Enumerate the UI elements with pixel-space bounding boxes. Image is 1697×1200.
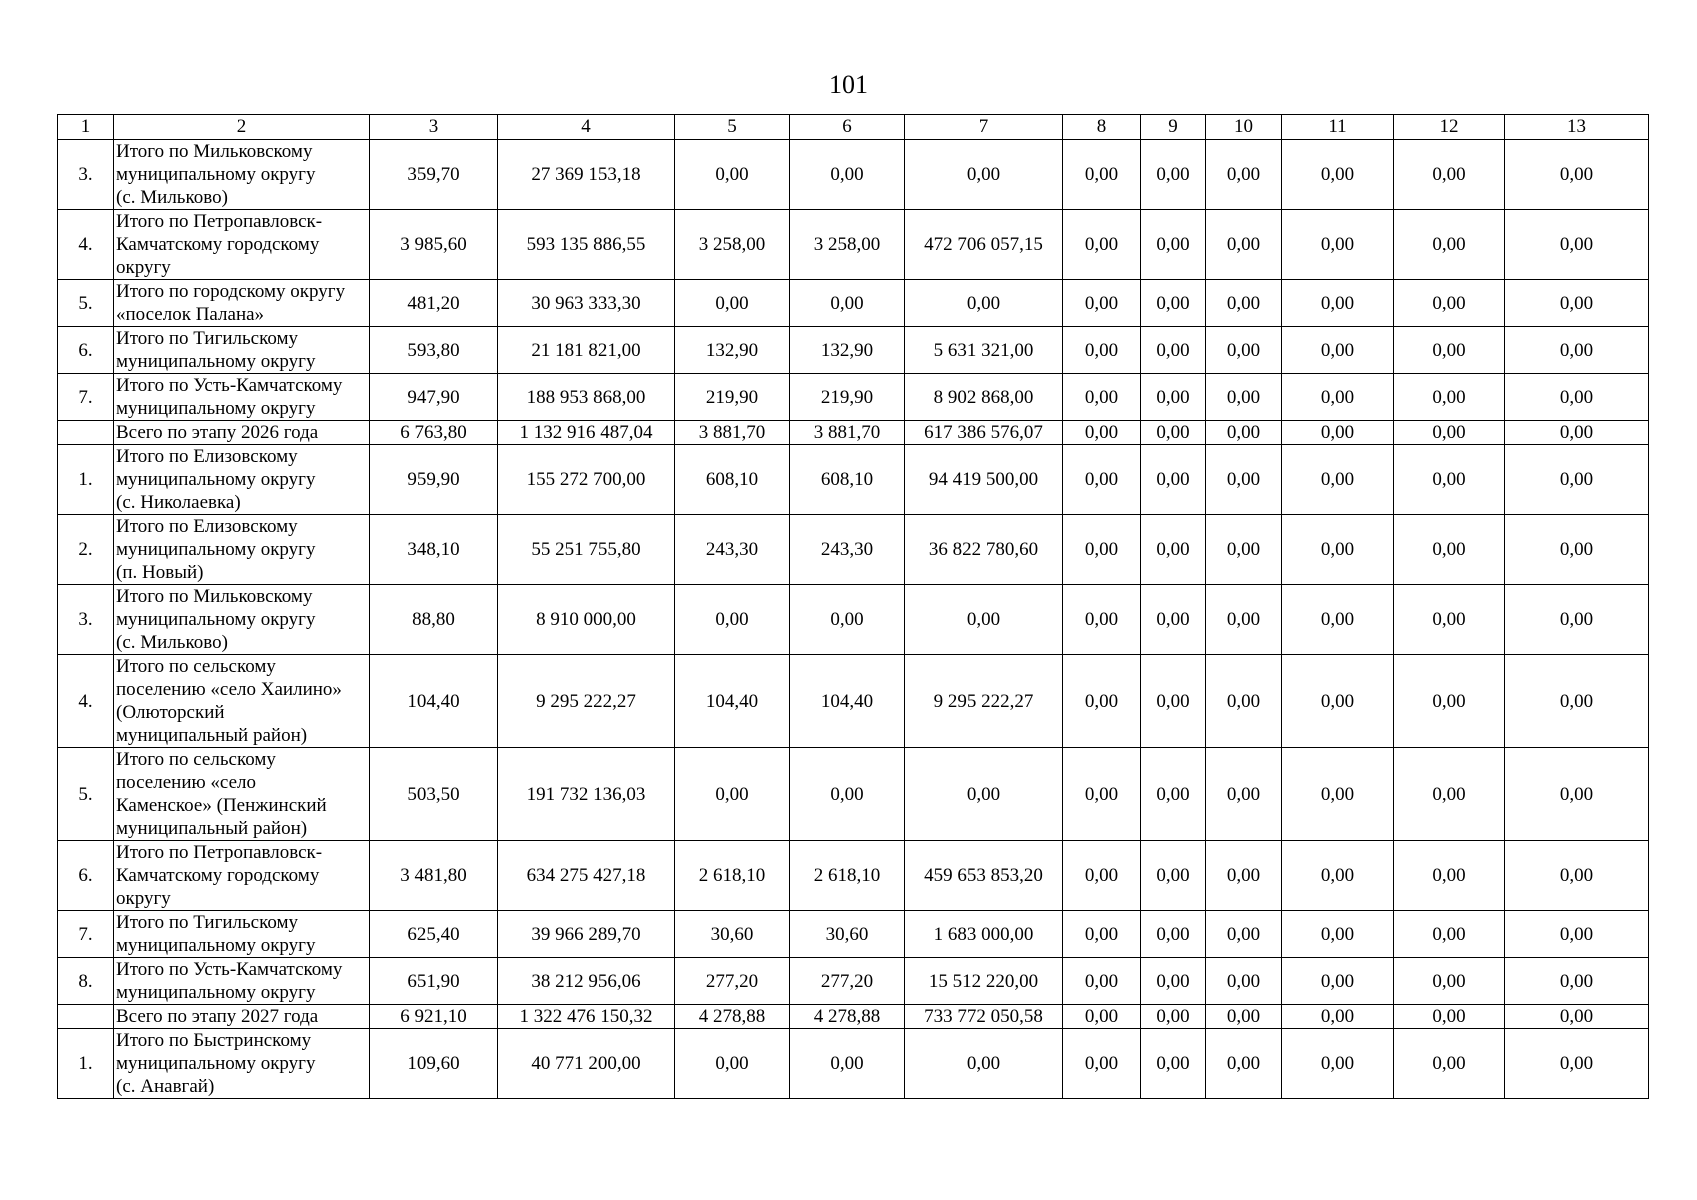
cell-col-6: 243,30 [790, 515, 905, 585]
cell-col-4: 55 251 755,80 [498, 515, 675, 585]
cell-col-3: 625,40 [370, 911, 498, 958]
cell-col-9: 0,00 [1141, 1005, 1206, 1029]
table-row [58, 911, 1649, 958]
cell-col-7: 0,00 [905, 1029, 1063, 1099]
cell-col-8: 0,00 [1063, 515, 1141, 585]
row-name-line: Камчатскому городскому [116, 865, 320, 886]
row-name [114, 210, 370, 280]
table-row [58, 958, 1649, 1005]
row-name-line: Итого по Петропавловск- [116, 211, 323, 232]
cell-col-10: 0,00 [1206, 585, 1282, 655]
cell-col-10: 0,00 [1206, 327, 1282, 374]
cell-col-11: 0,00 [1282, 585, 1394, 655]
row-name-line: муниципальный район) [116, 818, 308, 839]
cell-col-13: 0,00 [1505, 515, 1649, 585]
cell-col-8: 0,00 [1063, 958, 1141, 1005]
row-name-line: Всего по этапу 2027 года [116, 1006, 319, 1027]
cell-col-12: 0,00 [1394, 374, 1505, 421]
cell-col-9: 0,00 [1141, 374, 1206, 421]
column-header: 5 [675, 115, 790, 140]
cell-col-3: 481,20 [370, 280, 498, 327]
cell-col-6: 3 258,00 [790, 210, 905, 280]
table-row [58, 374, 1649, 421]
cell-col-13: 0,00 [1505, 1005, 1649, 1029]
cell-col-11: 0,00 [1282, 1029, 1394, 1099]
cell-col-13: 0,00 [1505, 327, 1649, 374]
column-header: 4 [498, 115, 675, 140]
cell-col-5: 243,30 [675, 515, 790, 585]
cell-col-13: 0,00 [1505, 748, 1649, 841]
table-header-row [58, 115, 1649, 140]
cell-col-8: 0,00 [1063, 841, 1141, 911]
row-name-line: (Олюторский [116, 702, 225, 723]
cell-col-4: 155 272 700,00 [498, 445, 675, 515]
cell-col-5: 0,00 [675, 280, 790, 327]
row-name [114, 655, 370, 748]
cell-col-4: 27 369 153,18 [498, 140, 675, 210]
cell-col-8: 0,00 [1063, 421, 1141, 445]
table-row [58, 445, 1649, 515]
row-number: 3. [58, 585, 114, 655]
cell-col-13: 0,00 [1505, 374, 1649, 421]
cell-col-8: 0,00 [1063, 655, 1141, 748]
cell-col-9: 0,00 [1141, 911, 1206, 958]
cell-col-10: 0,00 [1206, 841, 1282, 911]
cell-col-11: 0,00 [1282, 140, 1394, 210]
row-name-line: (с. Николаевка) [116, 492, 241, 513]
column-header: 2 [114, 115, 370, 140]
table-row [58, 1005, 1649, 1029]
row-name [114, 445, 370, 515]
table-row [58, 421, 1649, 445]
row-number: 7. [58, 911, 114, 958]
cell-col-5: 104,40 [675, 655, 790, 748]
cell-col-12: 0,00 [1394, 445, 1505, 515]
cell-col-6: 104,40 [790, 655, 905, 748]
cell-col-9: 0,00 [1141, 445, 1206, 515]
row-number: 1. [58, 445, 114, 515]
cell-col-5: 3 258,00 [675, 210, 790, 280]
row-name [114, 421, 370, 445]
cell-col-12: 0,00 [1394, 655, 1505, 748]
column-header: 12 [1394, 115, 1505, 140]
cell-col-7: 733 772 050,58 [905, 1005, 1063, 1029]
cell-col-3: 6 763,80 [370, 421, 498, 445]
cell-col-10: 0,00 [1206, 911, 1282, 958]
cell-col-8: 0,00 [1063, 585, 1141, 655]
row-name-line: Итого по сельскому [116, 656, 276, 677]
cell-col-9: 0,00 [1141, 515, 1206, 585]
row-name-line: Итого по Тигильскому [116, 328, 299, 349]
cell-col-12: 0,00 [1394, 1029, 1505, 1099]
cell-col-10: 0,00 [1206, 140, 1282, 210]
cell-col-7: 617 386 576,07 [905, 421, 1063, 445]
cell-col-4: 1 132 916 487,04 [498, 421, 675, 445]
row-number [58, 1005, 114, 1029]
cell-col-8: 0,00 [1063, 911, 1141, 958]
row-name-line: муниципальному округу [116, 164, 316, 185]
cell-col-5: 0,00 [675, 748, 790, 841]
cell-col-11: 0,00 [1282, 280, 1394, 327]
column-header: 6 [790, 115, 905, 140]
cell-col-11: 0,00 [1282, 327, 1394, 374]
cell-col-7: 36 822 780,60 [905, 515, 1063, 585]
cell-col-6: 277,20 [790, 958, 905, 1005]
row-name-line: (с. Мильково) [116, 187, 228, 208]
row-name-line: Итого по Петропавловск- [116, 842, 323, 863]
cell-col-10: 0,00 [1206, 445, 1282, 515]
cell-col-7: 0,00 [905, 280, 1063, 327]
cell-col-9: 0,00 [1141, 958, 1206, 1005]
cell-col-9: 0,00 [1141, 585, 1206, 655]
cell-col-13: 0,00 [1505, 958, 1649, 1005]
cell-col-11: 0,00 [1282, 445, 1394, 515]
cell-col-8: 0,00 [1063, 280, 1141, 327]
row-name-line: Итого по Тигильскому [116, 912, 299, 933]
cell-col-10: 0,00 [1206, 655, 1282, 748]
cell-col-7: 8 902 868,00 [905, 374, 1063, 421]
cell-col-13: 0,00 [1505, 655, 1649, 748]
cell-col-4: 9 295 222,27 [498, 655, 675, 748]
row-name-line: муниципальному округу [116, 609, 316, 630]
cell-col-11: 0,00 [1282, 515, 1394, 585]
row-name [114, 1029, 370, 1099]
cell-col-11: 0,00 [1282, 911, 1394, 958]
row-name-line: (с. Анавгай) [116, 1076, 215, 1097]
column-header: 13 [1505, 115, 1649, 140]
row-name-line: Итого по сельскому [116, 749, 276, 770]
cell-col-4: 30 963 333,30 [498, 280, 675, 327]
cell-col-9: 0,00 [1141, 327, 1206, 374]
row-name-line: Всего по этапу 2026 года [116, 422, 319, 443]
cell-col-6: 608,10 [790, 445, 905, 515]
cell-col-13: 0,00 [1505, 911, 1649, 958]
cell-col-7: 0,00 [905, 140, 1063, 210]
cell-col-10: 0,00 [1206, 280, 1282, 327]
cell-col-5: 277,20 [675, 958, 790, 1005]
cell-col-6: 30,60 [790, 911, 905, 958]
cell-col-10: 0,00 [1206, 515, 1282, 585]
cell-col-9: 0,00 [1141, 655, 1206, 748]
row-name-line: муниципальному округу [116, 935, 316, 956]
cell-col-11: 0,00 [1282, 655, 1394, 748]
cell-col-8: 0,00 [1063, 374, 1141, 421]
cell-col-12: 0,00 [1394, 911, 1505, 958]
cell-col-12: 0,00 [1394, 327, 1505, 374]
cell-col-3: 348,10 [370, 515, 498, 585]
cell-col-12: 0,00 [1394, 515, 1505, 585]
column-header: 8 [1063, 115, 1141, 140]
cell-col-5: 3 881,70 [675, 421, 790, 445]
cell-col-6: 2 618,10 [790, 841, 905, 911]
row-name-line: муниципальному округу [116, 982, 316, 1003]
cell-col-9: 0,00 [1141, 140, 1206, 210]
cell-col-3: 104,40 [370, 655, 498, 748]
row-number: 5. [58, 748, 114, 841]
row-name-line: Итого по Быстринскому [116, 1030, 312, 1051]
row-name-line: (п. Новый) [116, 562, 204, 583]
row-number: 6. [58, 841, 114, 911]
row-name [114, 841, 370, 911]
table-row [58, 280, 1649, 327]
cell-col-11: 0,00 [1282, 841, 1394, 911]
column-header: 3 [370, 115, 498, 140]
cell-col-12: 0,00 [1394, 140, 1505, 210]
row-number: 8. [58, 958, 114, 1005]
cell-col-10: 0,00 [1206, 374, 1282, 421]
column-header: 1 [58, 115, 114, 140]
row-name-line: муниципальному округу [116, 469, 316, 490]
cell-col-8: 0,00 [1063, 445, 1141, 515]
row-number: 4. [58, 655, 114, 748]
cell-col-11: 0,00 [1282, 374, 1394, 421]
cell-col-3: 109,60 [370, 1029, 498, 1099]
cell-col-11: 0,00 [1282, 1005, 1394, 1029]
cell-col-10: 0,00 [1206, 1029, 1282, 1099]
cell-col-8: 0,00 [1063, 1005, 1141, 1029]
cell-col-3: 6 921,10 [370, 1005, 498, 1029]
cell-col-7: 0,00 [905, 585, 1063, 655]
row-name-line: Камчатскому городскому [116, 234, 320, 255]
row-name-line: округу [116, 888, 171, 909]
cell-col-5: 608,10 [675, 445, 790, 515]
table-row [58, 748, 1649, 841]
data-table [57, 114, 1649, 1099]
cell-col-9: 0,00 [1141, 280, 1206, 327]
cell-col-10: 0,00 [1206, 748, 1282, 841]
row-name-line: муниципальному округу [116, 539, 316, 560]
row-name [114, 140, 370, 210]
row-name-line: Каменское» (Пенжинский [116, 795, 327, 816]
row-name-line: Итого по Усть-Камчатскому [116, 375, 343, 396]
row-name [114, 280, 370, 327]
cell-col-10: 0,00 [1206, 421, 1282, 445]
row-number: 6. [58, 327, 114, 374]
row-name [114, 748, 370, 841]
row-name [114, 327, 370, 374]
cell-col-13: 0,00 [1505, 140, 1649, 210]
row-name-line: поселению «село [116, 772, 257, 793]
cell-col-7: 459 653 853,20 [905, 841, 1063, 911]
row-name-line: поселению «село Хаилино» [116, 679, 342, 700]
row-number: 3. [58, 140, 114, 210]
row-name-line: «поселок Палана» [116, 304, 265, 325]
cell-col-5: 4 278,88 [675, 1005, 790, 1029]
row-name-line: муниципальному округу [116, 398, 316, 419]
cell-col-6: 4 278,88 [790, 1005, 905, 1029]
table-row [58, 841, 1649, 911]
cell-col-5: 219,90 [675, 374, 790, 421]
cell-col-12: 0,00 [1394, 748, 1505, 841]
cell-col-6: 0,00 [790, 748, 905, 841]
cell-col-9: 0,00 [1141, 841, 1206, 911]
cell-col-7: 1 683 000,00 [905, 911, 1063, 958]
row-name [114, 374, 370, 421]
cell-col-6: 0,00 [790, 1029, 905, 1099]
cell-col-4: 39 966 289,70 [498, 911, 675, 958]
cell-col-7: 94 419 500,00 [905, 445, 1063, 515]
row-name-line: Итого по Мильковскому [116, 586, 313, 607]
row-name-line: Итого по Елизовскому [116, 516, 298, 537]
cell-col-11: 0,00 [1282, 958, 1394, 1005]
cell-col-4: 593 135 886,55 [498, 210, 675, 280]
cell-col-10: 0,00 [1206, 1005, 1282, 1029]
cell-col-12: 0,00 [1394, 421, 1505, 445]
row-name-line: округу [116, 257, 171, 278]
row-name-line: муниципальному округу [116, 1053, 316, 1074]
cell-col-12: 0,00 [1394, 210, 1505, 280]
row-name [114, 911, 370, 958]
row-name [114, 585, 370, 655]
row-name [114, 515, 370, 585]
cell-col-9: 0,00 [1141, 1029, 1206, 1099]
cell-col-8: 0,00 [1063, 140, 1141, 210]
cell-col-6: 0,00 [790, 280, 905, 327]
cell-col-7: 0,00 [905, 748, 1063, 841]
cell-col-13: 0,00 [1505, 210, 1649, 280]
page-number: 101 [829, 70, 868, 99]
cell-col-12: 0,00 [1394, 841, 1505, 911]
row-number: 7. [58, 374, 114, 421]
cell-col-13: 0,00 [1505, 841, 1649, 911]
cell-col-4: 1 322 476 150,32 [498, 1005, 675, 1029]
row-name-line: Итого по Мильковскому [116, 141, 313, 162]
row-name [114, 1005, 370, 1029]
row-name-line: муниципальному округу [116, 351, 316, 372]
table-row [58, 655, 1649, 748]
cell-col-3: 3 985,60 [370, 210, 498, 280]
row-name-line: Итого по городскому округу [116, 281, 346, 302]
cell-col-5: 0,00 [675, 140, 790, 210]
cell-col-11: 0,00 [1282, 748, 1394, 841]
cell-col-3: 88,80 [370, 585, 498, 655]
cell-col-3: 3 481,80 [370, 841, 498, 911]
cell-col-5: 0,00 [675, 1029, 790, 1099]
cell-col-8: 0,00 [1063, 210, 1141, 280]
row-name-line: Итого по Елизовскому [116, 446, 298, 467]
cell-col-9: 0,00 [1141, 748, 1206, 841]
cell-col-3: 593,80 [370, 327, 498, 374]
cell-col-8: 0,00 [1063, 327, 1141, 374]
cell-col-4: 8 910 000,00 [498, 585, 675, 655]
cell-col-13: 0,00 [1505, 280, 1649, 327]
row-name [114, 958, 370, 1005]
cell-col-13: 0,00 [1505, 445, 1649, 515]
cell-col-12: 0,00 [1394, 280, 1505, 327]
cell-col-4: 188 953 868,00 [498, 374, 675, 421]
table-row [58, 327, 1649, 374]
cell-col-3: 651,90 [370, 958, 498, 1005]
cell-col-5: 132,90 [675, 327, 790, 374]
cell-col-7: 472 706 057,15 [905, 210, 1063, 280]
cell-col-3: 947,90 [370, 374, 498, 421]
column-header: 11 [1282, 115, 1394, 140]
cell-col-8: 0,00 [1063, 1029, 1141, 1099]
row-number: 1. [58, 1029, 114, 1099]
cell-col-12: 0,00 [1394, 958, 1505, 1005]
cell-col-13: 0,00 [1505, 421, 1649, 445]
cell-col-12: 0,00 [1394, 1005, 1505, 1029]
cell-col-12: 0,00 [1394, 585, 1505, 655]
row-number: 2. [58, 515, 114, 585]
cell-col-7: 9 295 222,27 [905, 655, 1063, 748]
cell-col-3: 959,90 [370, 445, 498, 515]
cell-col-4: 40 771 200,00 [498, 1029, 675, 1099]
column-header: 10 [1206, 115, 1282, 140]
cell-col-5: 2 618,10 [675, 841, 790, 911]
cell-col-5: 0,00 [675, 585, 790, 655]
cell-col-10: 0,00 [1206, 210, 1282, 280]
cell-col-13: 0,00 [1505, 1029, 1649, 1099]
cell-col-4: 191 732 136,03 [498, 748, 675, 841]
cell-col-11: 0,00 [1282, 421, 1394, 445]
column-header: 7 [905, 115, 1063, 140]
cell-col-3: 359,70 [370, 140, 498, 210]
cell-col-7: 5 631 321,00 [905, 327, 1063, 374]
column-header: 9 [1141, 115, 1206, 140]
row-number: 4. [58, 210, 114, 280]
table-row [58, 140, 1649, 210]
table-row [58, 1029, 1649, 1099]
table-row [58, 515, 1649, 585]
cell-col-6: 219,90 [790, 374, 905, 421]
cell-col-9: 0,00 [1141, 210, 1206, 280]
cell-col-4: 634 275 427,18 [498, 841, 675, 911]
cell-col-11: 0,00 [1282, 210, 1394, 280]
cell-col-3: 503,50 [370, 748, 498, 841]
cell-col-10: 0,00 [1206, 958, 1282, 1005]
row-name-line: муниципальный район) [116, 725, 308, 746]
row-number: 5. [58, 280, 114, 327]
cell-col-7: 15 512 220,00 [905, 958, 1063, 1005]
table-row [58, 585, 1649, 655]
table-row [58, 210, 1649, 280]
cell-col-4: 38 212 956,06 [498, 958, 675, 1005]
cell-col-4: 21 181 821,00 [498, 327, 675, 374]
cell-col-6: 0,00 [790, 140, 905, 210]
cell-col-5: 30,60 [675, 911, 790, 958]
row-name-line: Итого по Усть-Камчатскому [116, 959, 343, 980]
cell-col-9: 0,00 [1141, 421, 1206, 445]
row-number [58, 421, 114, 445]
cell-col-8: 0,00 [1063, 748, 1141, 841]
row-name-line: (с. Мильково) [116, 632, 228, 653]
cell-col-6: 0,00 [790, 585, 905, 655]
cell-col-13: 0,00 [1505, 585, 1649, 655]
cell-col-6: 132,90 [790, 327, 905, 374]
cell-col-6: 3 881,70 [790, 421, 905, 445]
